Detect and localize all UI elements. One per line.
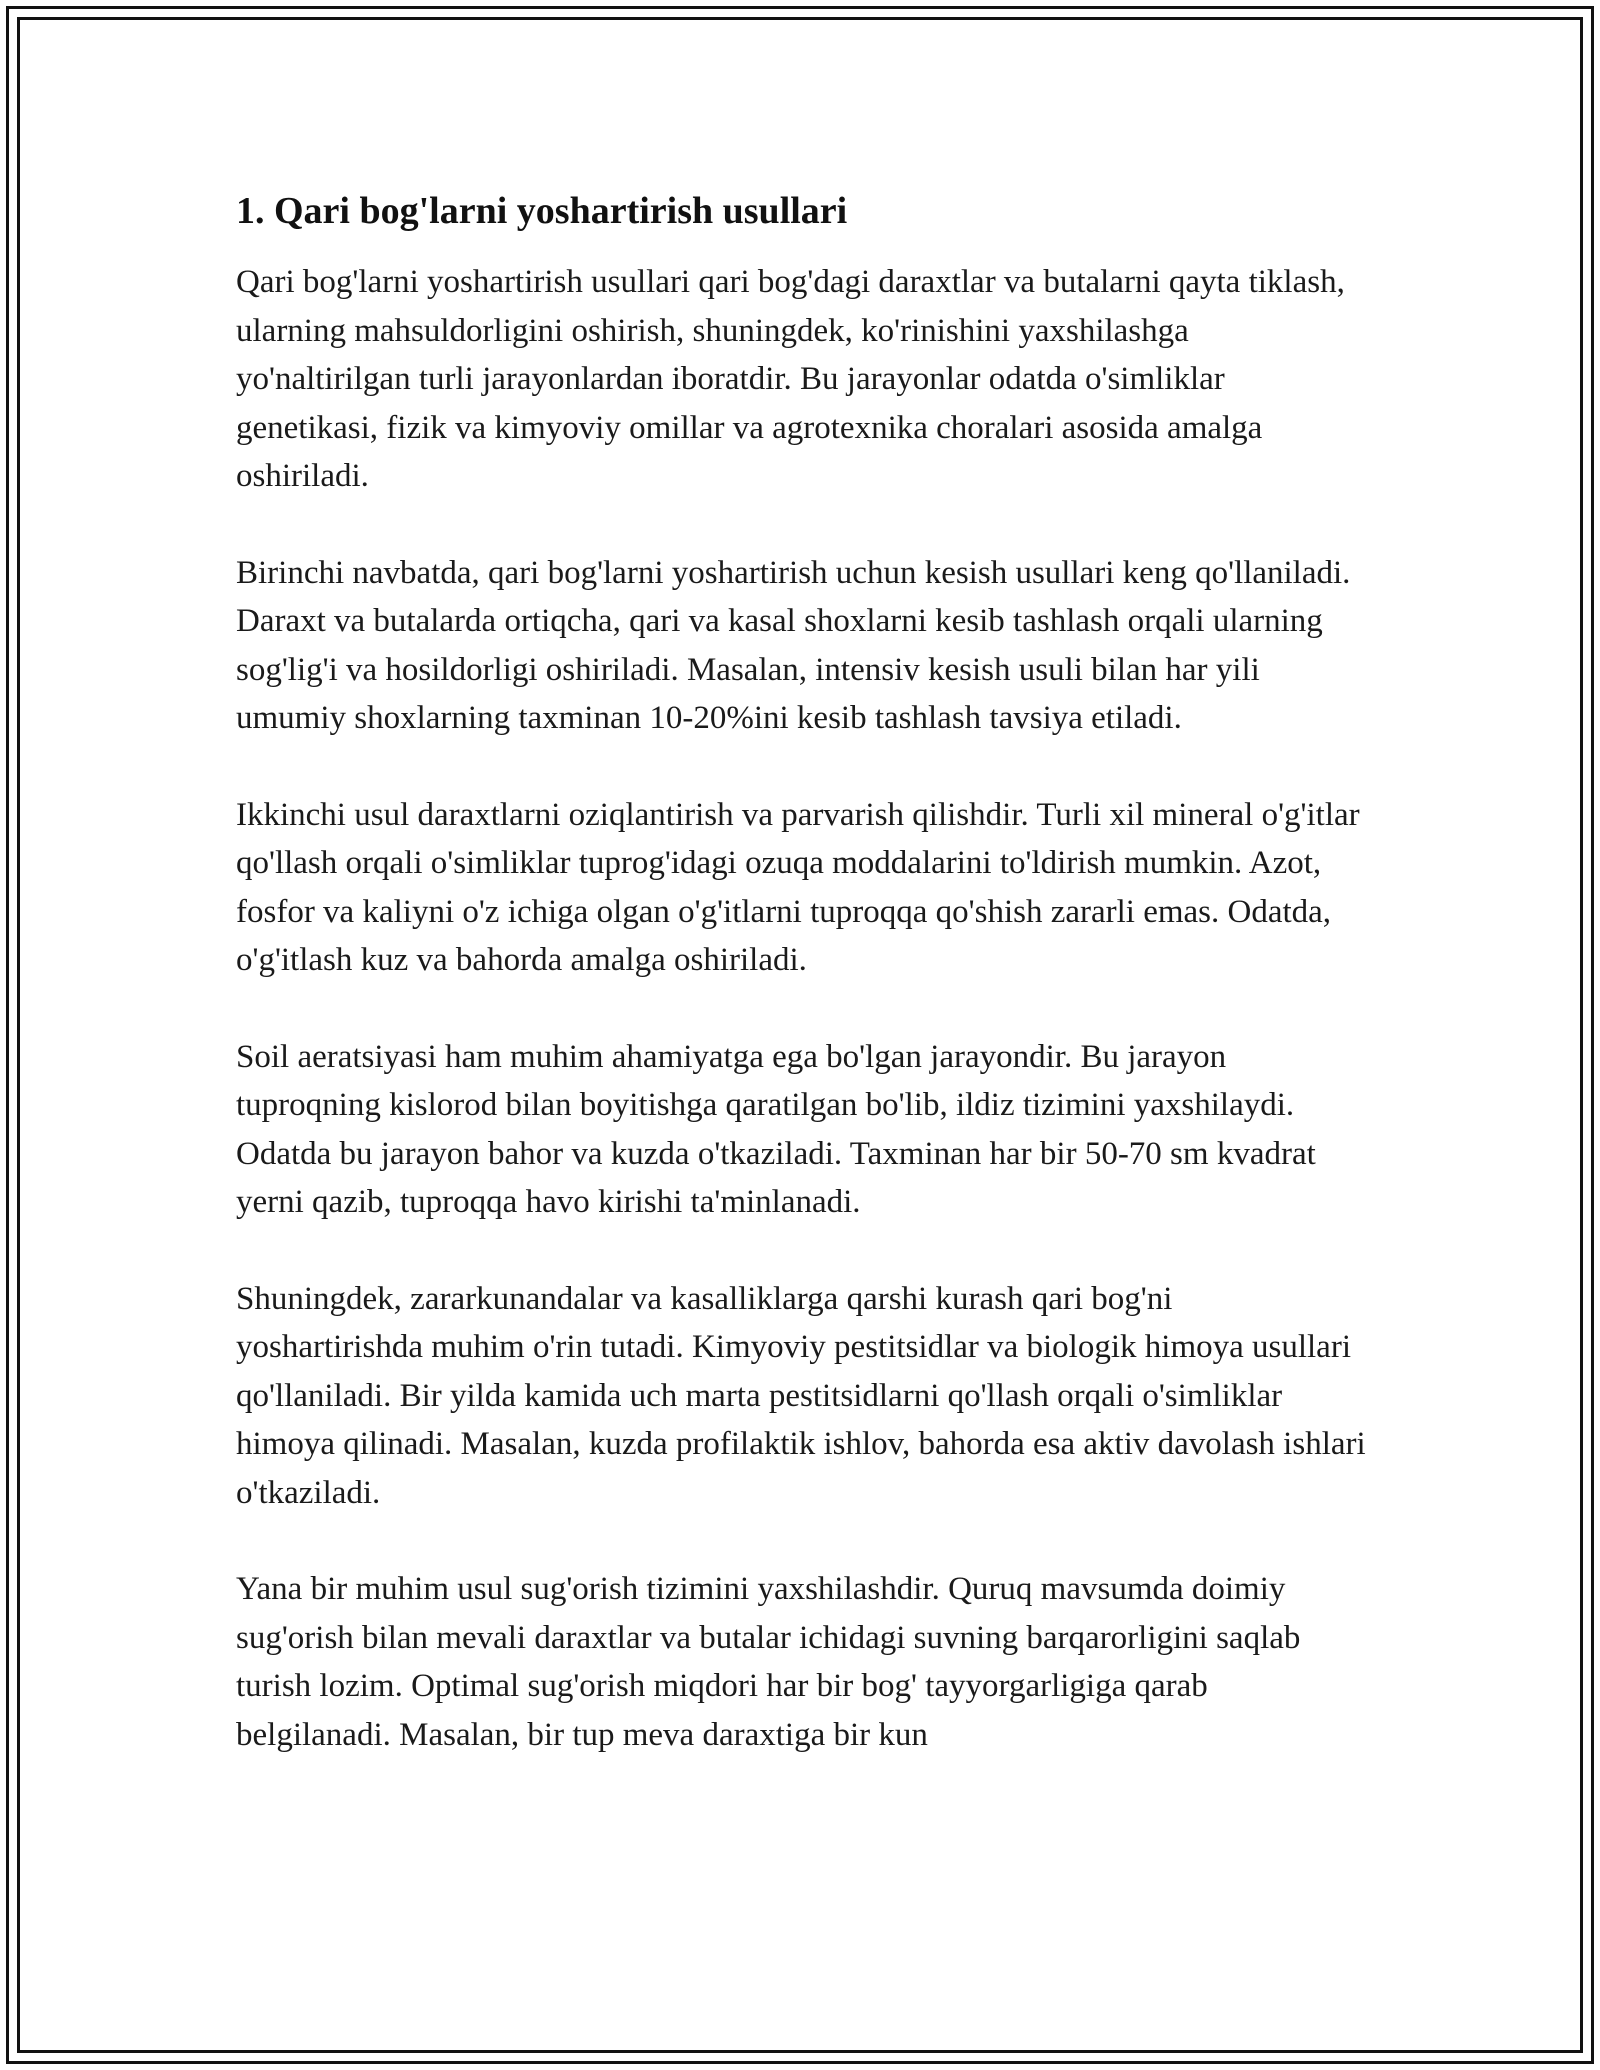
- section-heading: 1. Qari bog'larni yoshartirish usullari: [236, 190, 848, 232]
- paragraph-irrigation: Yana bir muhim usul sug'orish tizimini yaxshilashdir. Quruq mavsumda doimiy sug'orish bilan mevali daraxtlar va butalar ichidagi suvning barqarorligini saqlab turish lozim. Optimal sug'orish miqdori har bir bog' tayyorgarligiga qarab belgilanadi. Masalan, bir tup meva daraxtiga bir kun: [236, 1571, 1301, 1753]
- document-body: [236, 186, 1366, 1807]
- paragraph-soil-aeration: Soil aeratsiyasi ham muhim ahamiyatga ega bo'lgan jarayondir. Bu jarayon tuproqning kislorod bilan boyitishga qaratilgan bo'lib, ildiz tizimini yaxshilaydi. Odatda bu jarayon bahor va kuzda o'tkaziladi. Taxminan har bir 50-70 sm kvadrat yerni qazib, tuproqqa havo kirishi ta'minlanadi.: [236, 1038, 1316, 1220]
- paragraph-pruning: Birinchi navbatda, qari bog'larni yoshartirish uchun kesish usullari keng qo'llaniladi. Daraxt va butalarda ortiqcha, qari va kasal shoxlarni kesib tashlash orqali ularning sog'lig'i va hosildorligi oshiriladi. Masalan, intensiv kesish usuli bilan har yili umumiy shoxlarning taxminan 10-20%ini kesib tashlash tavsiya etiladi.: [236, 554, 1351, 736]
- paragraph-fertilizing: Ikkinchi usul daraxtlarni oziqlantirish va parvarish qilishdir. Turli xil mineral o'g'itlar qo'llash orqali o'simliklar tuprog'idagi ozuqa moddalarini to'ldirish mumkin. Azot, fosfor va kaliyni o'z ichiga olgan o'g'itlarni tuproqqa qo'shish zararli emas. Odatda, o'g'itlash kuz va bahorda amalga oshiriladi.: [236, 796, 1360, 978]
- paragraph-pest-control: Shuningdek, zararkunandalar va kasalliklarga qarshi kurash qari bog'ni yoshartirishda muhim o'rin tutadi. Kimyoviy pestitsidlar va biologik himoya usullari qo'llaniladi. Bir yilda kamida uch marta pestitsidlarni qo'llash orqali o'simliklar himoya qilinadi. Masalan, kuzda profilaktik ishlov, bahorda esa aktiv davolash ishlari o'tkaziladi.: [236, 1280, 1366, 1511]
- paragraph-intro: Qari bog'larni yoshartirish usullari qari bog'dagi daraxtlar va butalarni qayta tiklash, ularning mahsuldorligini oshirish, shuningdek, ko'rinishini yaxshilashga yo'naltirilgan turli jarayonlardan iboratdir. Bu jarayonlar odatda o'simliklar genetikasi, fizik va kimyoviy omillar va agrotexnika choralari asosida amalga oshiriladi.: [236, 264, 1345, 494]
